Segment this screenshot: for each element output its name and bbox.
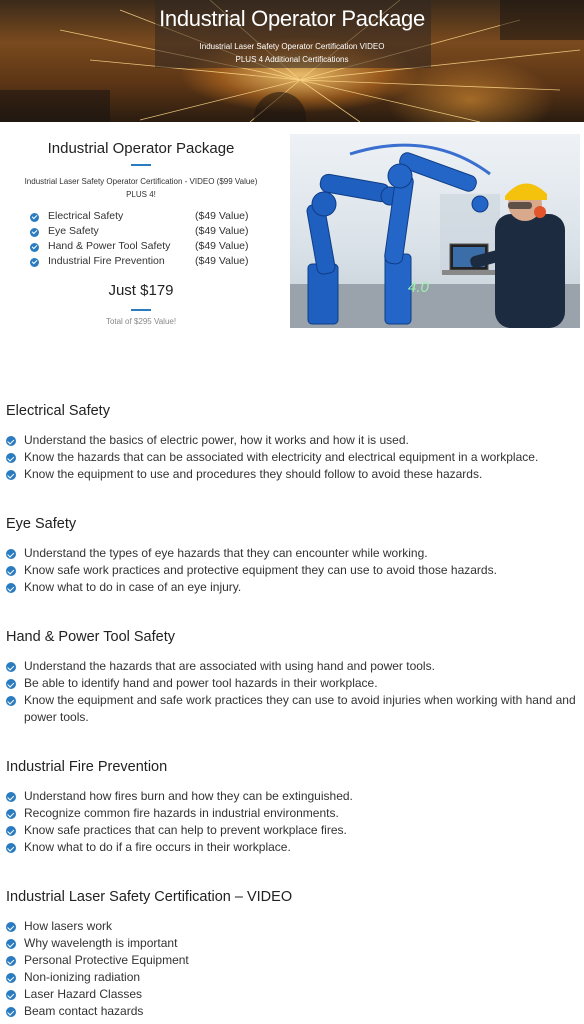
section-bullets bbox=[6, 432, 578, 483]
package-price: Just $179 bbox=[108, 282, 174, 299]
bullet-item bbox=[6, 466, 578, 483]
bullet-text: Beam contact hazards bbox=[24, 1004, 144, 1018]
section-title: Industrial Laser Safety Certification – VIDEO bbox=[6, 889, 293, 905]
check-circle-icon bbox=[6, 973, 16, 983]
package-description-line1: Industrial Laser Safety Operator Certification - VIDEO ($99 Value) bbox=[24, 177, 258, 186]
bullet-item bbox=[6, 788, 578, 805]
check-circle-icon bbox=[6, 843, 16, 853]
bullet-item bbox=[6, 692, 578, 726]
bullet-text: Recognize common fire hazards in industrial environments. bbox=[24, 806, 339, 820]
check-circle-icon bbox=[6, 990, 16, 1000]
industry-badge-text: 4.0 bbox=[408, 279, 429, 296]
bullet-text: Understand the hazards that are associated with using hand and power tools. bbox=[24, 659, 435, 673]
bullet-item bbox=[6, 675, 578, 692]
hero-subtitle-line1: Industrial Laser Safety Operator Certification VIDEO bbox=[199, 42, 385, 51]
check-circle-icon bbox=[6, 566, 16, 576]
bullet-text: Understand the basics of electric power, how it works and how it is used. bbox=[24, 433, 409, 447]
bullet-item bbox=[6, 952, 578, 969]
package-item-name: Industrial Fire Prevention bbox=[48, 255, 165, 267]
bullet-item bbox=[6, 805, 578, 822]
check-circle-icon bbox=[6, 792, 16, 802]
check-circle-icon bbox=[6, 583, 16, 593]
check-circle-icon bbox=[6, 1007, 16, 1017]
bullet-text: How lasers work bbox=[24, 919, 113, 933]
package-item-value: ($49 Value) bbox=[195, 210, 249, 222]
package-item bbox=[30, 210, 270, 225]
bullet-item bbox=[6, 969, 578, 986]
section-title: Hand & Power Tool Safety bbox=[6, 629, 175, 645]
package-total-value: Total of $295 Value! bbox=[105, 317, 177, 326]
bullet-item bbox=[6, 658, 578, 675]
bullet-text: Personal Protective Equipment bbox=[24, 953, 189, 967]
bullet-text: Know safe work practices and protective equipment they can use to avoid those hazards. bbox=[24, 563, 497, 577]
check-circle-icon bbox=[6, 453, 16, 463]
hero-banner bbox=[0, 0, 584, 122]
check-circle-icon bbox=[30, 213, 39, 222]
check-circle-icon bbox=[6, 809, 16, 819]
robot-operator-photo bbox=[290, 134, 580, 328]
package-item-value: ($49 Value) bbox=[195, 240, 249, 252]
bullet-item bbox=[6, 839, 578, 856]
bullet-text: Know what to do in case of an eye injury. bbox=[24, 580, 242, 594]
check-circle-icon bbox=[6, 939, 16, 949]
section-bullets bbox=[6, 545, 578, 596]
bullet-item bbox=[6, 935, 578, 952]
package-item bbox=[30, 240, 270, 255]
bullet-text: Know the equipment to use and procedures they should follow to avoid these hazards. bbox=[24, 467, 483, 481]
bullet-text: Laser Hazard Classes bbox=[24, 987, 143, 1001]
check-circle-icon bbox=[30, 243, 39, 252]
bullet-text: Know safe practices that can help to prevent workplace fires. bbox=[24, 823, 347, 837]
bullet-item bbox=[6, 562, 578, 579]
package-item-value: ($49 Value) bbox=[195, 255, 249, 267]
package-item-name: Hand & Power Tool Safety bbox=[48, 240, 171, 252]
package-item bbox=[30, 225, 270, 240]
section-bullets bbox=[6, 918, 578, 1020]
bullet-text: Know the hazards that can be associated with electricity and electrical equipment in a workplace. bbox=[24, 450, 539, 464]
hero-title: Industrial Operator Package bbox=[159, 6, 425, 31]
bullet-item bbox=[6, 545, 578, 562]
check-circle-icon bbox=[6, 696, 16, 706]
package-item-value: ($49 Value) bbox=[195, 225, 249, 237]
bullet-text: Know the equipment and safe work practices they can use to avoid injuries when working with hand and power tools. bbox=[24, 693, 576, 724]
package-item-name: Eye Safety bbox=[48, 225, 99, 237]
bullet-text: Be able to identify hand and power tool hazards in their workplace. bbox=[24, 676, 378, 690]
package-card bbox=[0, 122, 290, 342]
bullet-item bbox=[6, 918, 578, 935]
bullet-text: Know what to do if a fire occurs in their workplace. bbox=[24, 840, 291, 854]
bullet-text: Why wavelength is important bbox=[24, 936, 178, 950]
check-circle-icon bbox=[6, 662, 16, 672]
section-title: Electrical Safety bbox=[6, 403, 110, 419]
bullet-item bbox=[6, 986, 578, 1003]
package-items bbox=[30, 210, 270, 270]
section-title: Eye Safety bbox=[6, 516, 77, 532]
bullet-item bbox=[6, 579, 578, 596]
check-circle-icon bbox=[6, 826, 16, 836]
check-circle-icon bbox=[6, 956, 16, 966]
section-bullets bbox=[6, 788, 578, 856]
bullet-text: Understand how fires burn and how they can be extinguished. bbox=[24, 789, 353, 803]
hero-subtitle-line2: PLUS 4 Additional Certifications bbox=[235, 55, 349, 64]
robot-operator-illustration bbox=[290, 134, 580, 328]
check-circle-icon bbox=[6, 549, 16, 559]
check-circle-icon bbox=[30, 258, 39, 267]
package-description bbox=[0, 175, 282, 201]
package-title: Industrial Operator Package bbox=[47, 140, 235, 157]
check-circle-icon bbox=[6, 470, 16, 480]
bullet-item bbox=[6, 449, 578, 466]
bullet-item bbox=[6, 822, 578, 839]
section-title: Industrial Fire Prevention bbox=[6, 759, 168, 775]
title-divider bbox=[131, 164, 151, 166]
package-description-line2: PLUS 4! bbox=[126, 190, 156, 199]
bullet-text: Non-ionizing radiation bbox=[24, 970, 141, 984]
bullet-item bbox=[6, 1003, 578, 1020]
price-divider bbox=[131, 309, 151, 311]
check-circle-icon bbox=[6, 922, 16, 932]
check-circle-icon bbox=[6, 679, 16, 689]
check-circle-icon bbox=[30, 228, 39, 237]
package-item-name: Electrical Safety bbox=[48, 210, 124, 222]
bullet-text: Understand the types of eye hazards that they can encounter while working. bbox=[24, 546, 428, 560]
bullet-item bbox=[6, 432, 578, 449]
check-circle-icon bbox=[6, 436, 16, 446]
section-bullets bbox=[6, 658, 578, 726]
package-item bbox=[30, 255, 270, 270]
